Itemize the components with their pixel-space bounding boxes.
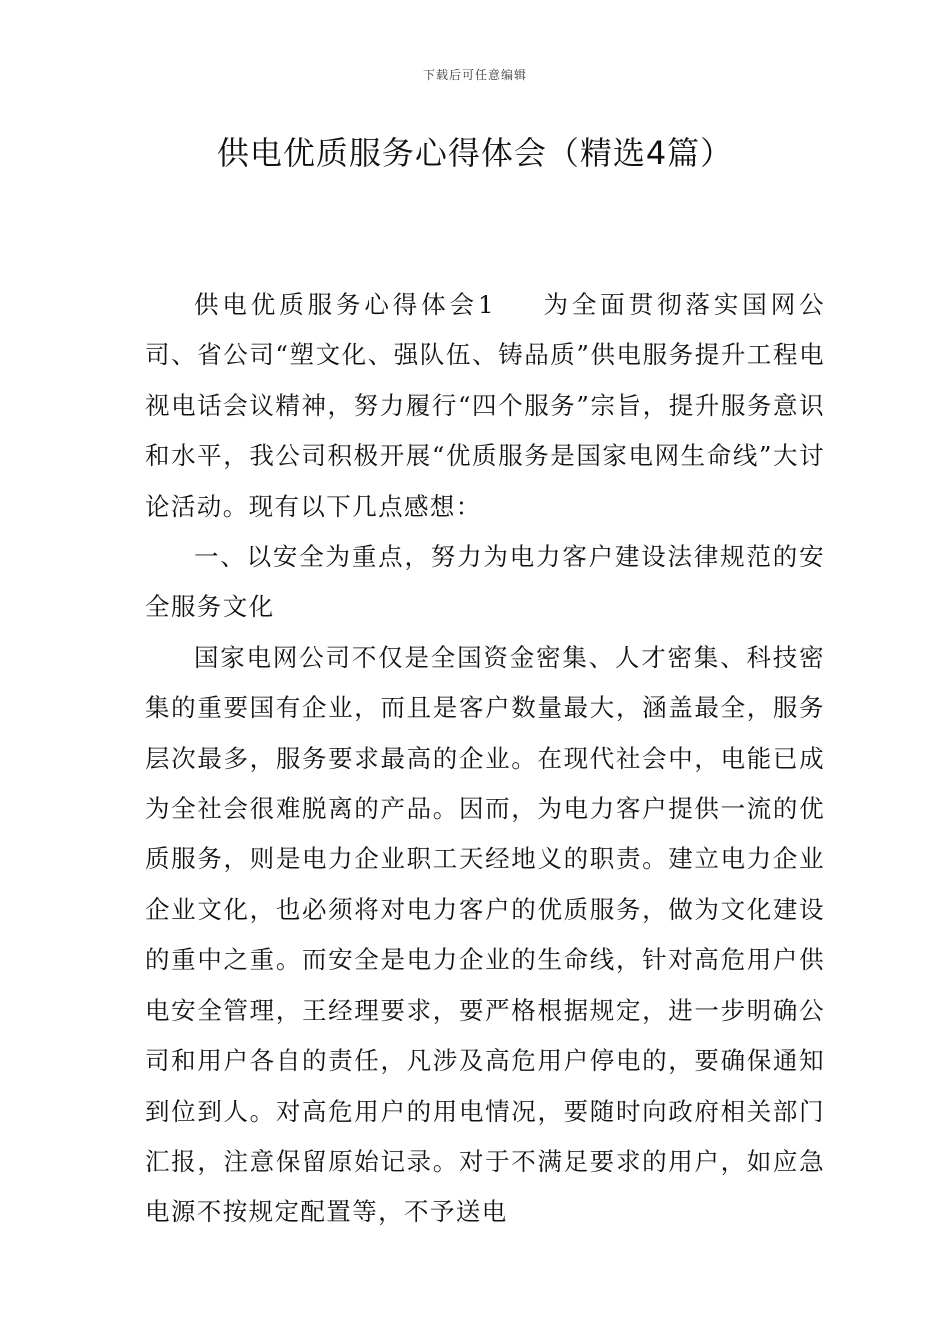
intro-text: 为全面贯彻落实国网公司、省公司“塑文化、强队伍、铸品质”供电服务提升工程电视电话会议精神，努力履行“四个服务”宗旨，提升服务意识和水平，我公司积极开展“优质服务是国家电网生命线”大讨论活动。现有以下几点感想： (145, 290, 825, 521)
intro-paragraph (145, 280, 825, 532)
section-1-heading: 一、以安全为重点，努力为电力客户建设法律规范的安全服务文化 (145, 542, 825, 622)
header-note: 下载后可任意编辑 (422, 68, 527, 82)
intro-heading: 供电优质服务心得体会1 (194, 290, 495, 319)
section-1-paragraph: 国家电网公司不仅是全国资金密集、人才密集、科技密集的重要国有企业，而且是客户数量最大，涵盖最全，服务层次最多，服务要求最高的企业。在现代社会中，电能已成为全社会很难脱离的产品。因而，为电力客户提供一流的优质服务，则是电力企业职工天经地义的职责。建立电力企业企业文化，也必须将对电力客户的优质服务，做为文化建设的重中之重。而安全是电力企业的生命线，针对高危用户供电安全管理，王经理要求，要严格根据规定，进一步明确公司和用户各自的责任，凡涉及高危用户停电的，要确保通知到位到人。对高危用户的用电情况，要随时向政府相关部门汇报，注意保留原始记录。对于不满足要求的用户，如应急电源不按规定配置等，不予送电 (145, 642, 825, 1227)
document-body (145, 280, 825, 1238)
document-title: 供电优质服务心得体会（精选4篇） (216, 134, 734, 172)
